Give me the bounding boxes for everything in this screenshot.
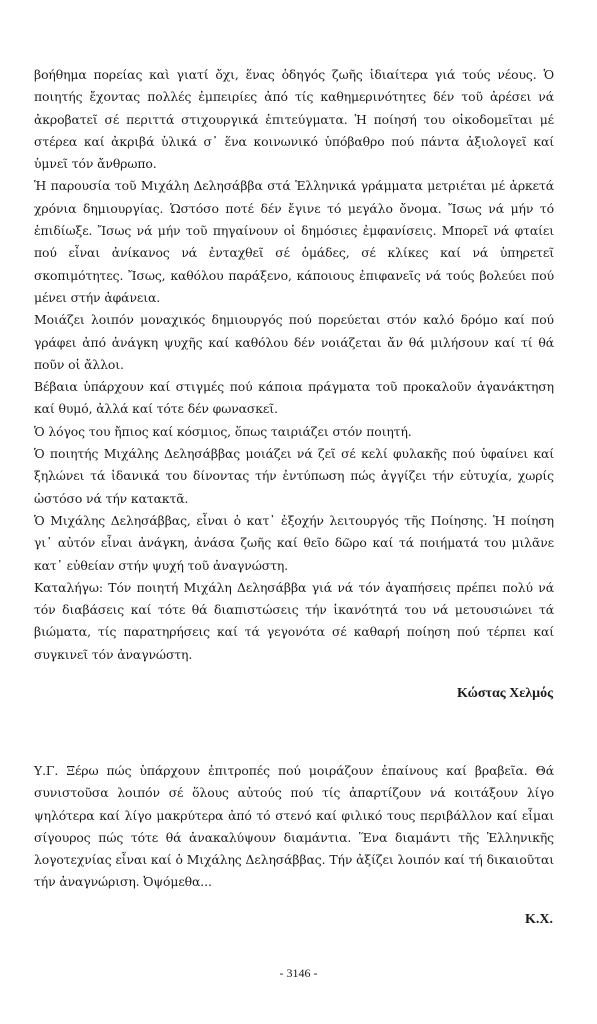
paragraph: Καταλήγω: Τόν ποιητή Μιχάλη Δελησάββα γιά νά τόν ἀγαπήσεις πρέπει πολύ νά τόν διαβάσεις καί τότε θά διαπιστώσεις τήν ἱκανότητά του νά μετουσιώνει τά βιώματα, τίς παρατηρήσεις καί τά γεγονότα σέ καθαρή ποίηση πού τέρπει καί συγκινεῖ τόν ἀναγνώστη. <box>34 579 554 662</box>
paragraph: Ἡ παρουσία τοῦ Μιχάλη Δελησάββα στά Ἑλληνικά γράμματα μετριέται μέ ἀρκετά χρόνια δημιουργίας. Ὡστόσο ποτέ δέν ἔγινε τό μεγάλο ὄνομα. Ἴσως νά μήν τό ἐπιδίωξε. Ἴσως νά μήν τοῦ πηγαίνουν οἱ δημόσιες ἐμφανίσεις. Μπορεῖ νά φταίει πού εἶναι ἀνίκανος νά ἐνταχθεῖ σέ ὁμάδες, σέ κλίκες καί νά ὑπηρετεῖ σκοπιμότητες. Ἴσως, καθόλου παράξενο, κάποιους ἐπιφανεῖς νά τούς βολεύει πού μένει στήν ἀφάνεια. <box>34 178 554 305</box>
paragraph: Ὁ λόγος του ἤπιος καί κόσμιος, ὅπως ταιριάζει στόν ποιητή. <box>34 423 412 439</box>
paragraph: Ὁ Μιχάλης Δελησάββας, εἶναι ὁ κατ᾽ ἐξοχήν λειτουργός τῆς Ποίησης. Ἡ ποίηση γι᾽ αὐτόν εἶναι ἀνάγκη, ἀνάσα ζωῆς καί θεῖο δῶρο καί τά ποιήματά του μιλᾶνε κατ᾽ εὐθείαν στήν ψυχή τοῦ ἀναγνώστη. <box>34 512 554 573</box>
postscript <box>34 760 554 894</box>
author-signature: Κώστας Χελμός <box>457 686 553 701</box>
postscript-initials: Κ.Χ. <box>525 912 553 927</box>
paragraph: Μοιάζει λοιπόν μοναχικός δημιουργός πού πορεύεται στόν καλό δρόμο καί πού γράφει ἀπό ἀνάγκη ψυχῆς καί καθόλου δέν νοιάζεται ἄν θά μιλήσουν καί τί θά ποῦν οἱ ἄλλοι. <box>34 312 554 372</box>
paragraph: Βέβαια ὑπάρχουν καί στιγμές πού κάποια πράγματα τοῦ προκαλοῦν ἀγανάκτηση καί θυμό, ἀλλά καί τότε δέν φωνασκεῖ. <box>34 379 554 417</box>
paragraph: Ὁ ποιητής Μιχάλης Δελησάββας μοιάζει νά ζεῖ σέ κελί φυλακῆς πού ὑφαίνει καί ξηλώνει τά ἰδανικά του δίνοντας τήν ἐντύπωση πώς ἀγγίζει τήν εὐτυχία, χωρίς ὡστόσο νά τήν κατακτᾶ. <box>34 446 554 506</box>
article-body <box>34 64 554 666</box>
postscript-text: Υ.Γ. Ξέρω πώς ὑπάρχουν ἐπιτροπές πού μοιράζουν ἐπαίνους καί βραβεῖα. Θά συνιστοῦσα λοιπόν σέ ὅλους αὐτούς πού τίς ἀπαρτίζουν νά κοιτάξουν λίγο ψηλότερα καί λίγο μακρύτερα ἀπό τό στενό καί φιλικό τους περιβάλλον καί εἶμαι σίγουρος πώς τότε θά ἀνακαλύψουν διαμάντια. Ἕνα διαμάντι τῆς Ἑλληνικῆς λογοτεχνίας εἶναι καί ὁ Μιχάλης Δελησάββας. Τήν ἀξίζει λοιπόν καί τή δικαιοῦται τήν ἀναγνώριση. Ὀψόμεθα... <box>34 763 554 890</box>
paragraph: βοήθημα πορείας καὶ γιατί ὄχι, ἕνας ὁδηγός ζωῆς ἰδιαίτερα γιά τούς νέους. Ὁ ποιητής ἔχοντας πολλές ἐμπειρίες ἀπό τίς καθημερινότητες δέν τοῦ ἀρέσει νά ἀκροβατεῖ σέ περιττά στιχουργικά ἐπιτεύγματα. Ἡ ποίησή του οἰκοδομεῖται μέ στέρεα καί ἀκριβά ὑλικά σ᾽ ἕνα κοινωνικό ὑπόβαθρο πού πάντα ἀξιολογεῖ καί ὑμνεῖ τόν ἄνθρωπο. <box>34 67 554 172</box>
page-number: - 3146 - <box>279 966 318 980</box>
